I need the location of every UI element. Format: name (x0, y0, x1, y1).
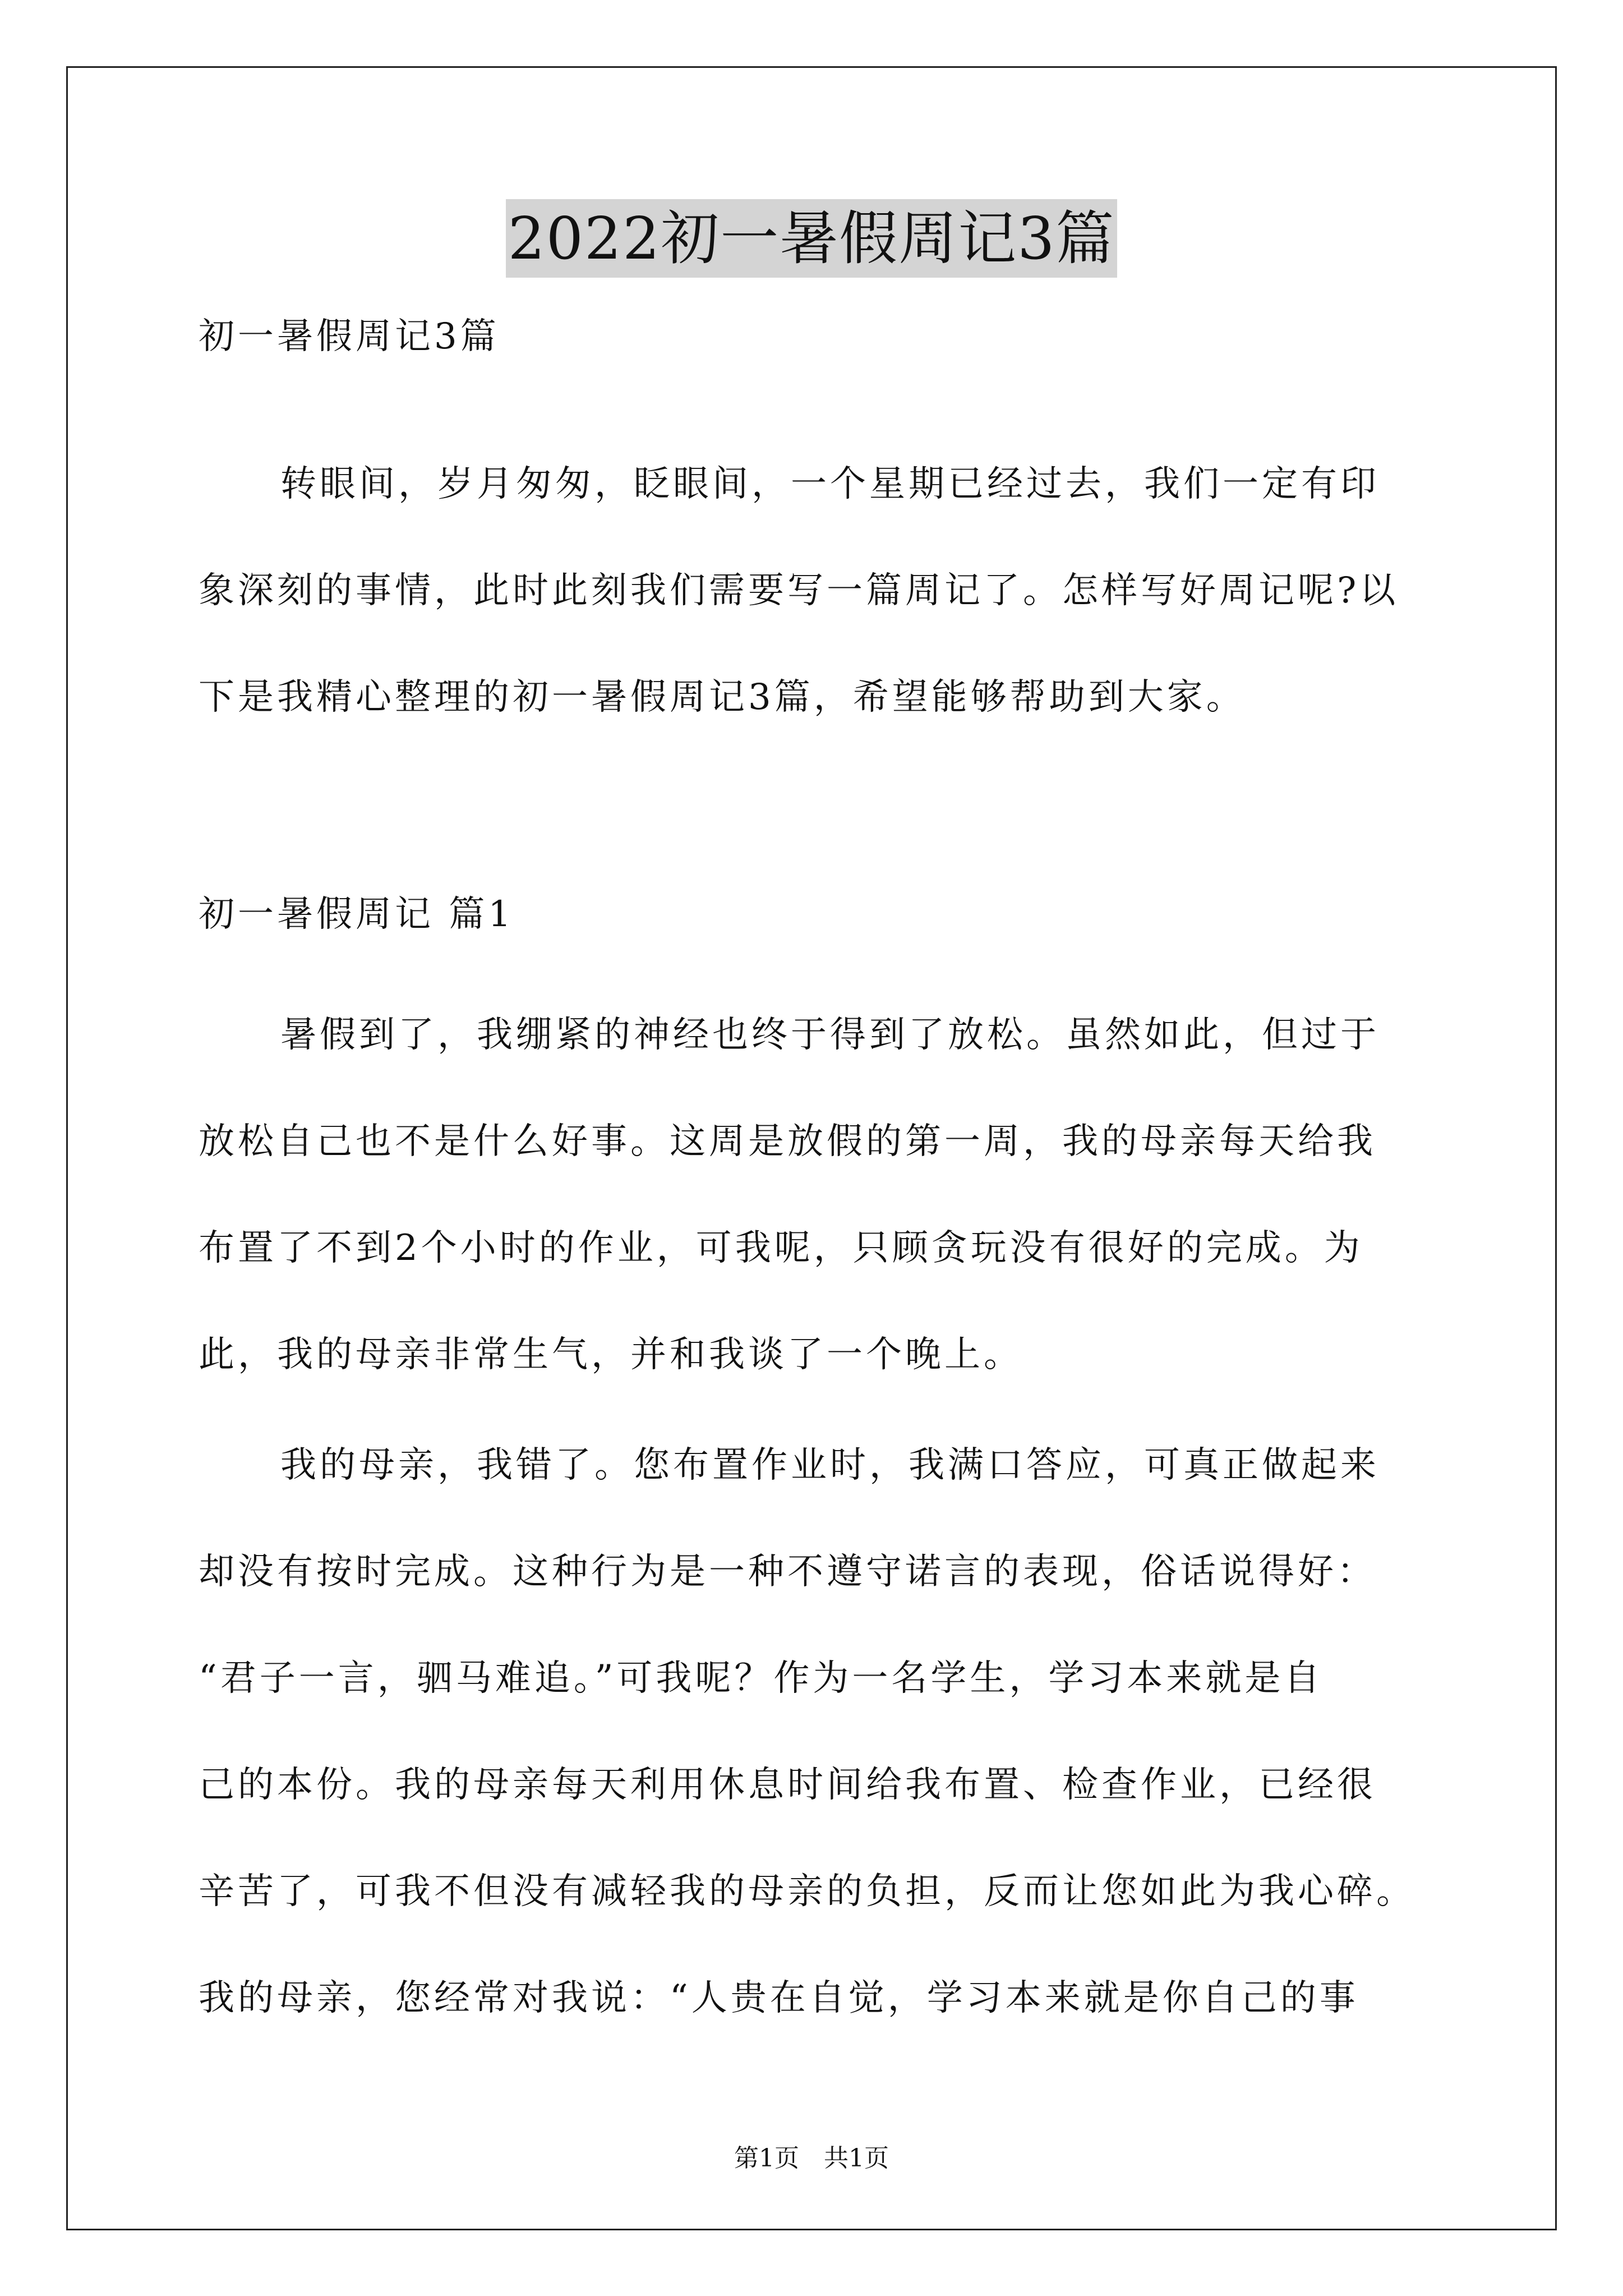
intro-line-2: 象深刻的事情，此时此刻我们需要写一篇周记了。怎样写好周记呢?以 (199, 570, 1399, 611)
para2-line-4: 己的本份。我的母亲每天利用休息时间给我布置、检查作业，已经很 (199, 1764, 1376, 1806)
intro-line-1: 转眼间，岁月匆匆，眨眼间，一个星期已经过去，我们一定有印 (280, 463, 1380, 505)
para1-line-3: 布置了不到2个小时的作业，可我呢，只顾贪玩没有很好的完成。为 (199, 1227, 1363, 1269)
page-footer: 第1页 共1页 (734, 2144, 889, 2173)
para1-line-1: 暑假到了，我绷紧的神经也终于得到了放松。虽然如此，但过于 (280, 1014, 1380, 1056)
document-title: 2022初一暑假周记3篇 (506, 199, 1118, 278)
title-container (0, 199, 1623, 278)
intro-line-3: 下是我精心整理的初一暑假周记3篇，希望能够帮助到大家。 (199, 677, 1246, 718)
para1-line-2: 放松自己也不是什么好事。这周是放假的第一周，我的母亲每天给我 (199, 1121, 1376, 1162)
section-heading: 初一暑假周记 篇1 (199, 894, 515, 935)
para2-line-2: 却没有按时完成。这种行为是一种不遵守诺言的表现，俗话说得好： (199, 1551, 1376, 1593)
para1-line-4: 此，我的母亲非常生气，并和我谈了一个晚上。 (199, 1334, 1023, 1375)
subtitle: 初一暑假周记3篇 (199, 316, 500, 357)
para2-line-5: 辛苦了，可我不但没有减轻我的母亲的负担，反而让您如此为我心碎。 (199, 1871, 1415, 1912)
para2-line-1: 我的母亲，我错了。您布置作业时，我满口答应，可真正做起来 (280, 1444, 1380, 1486)
para2-line-6: 我的母亲，您经常对我说：“人贵在自觉，学习本来就是你自己的事 (199, 1977, 1359, 2019)
para2-line-3: “君子一言，驷马难追。”可我呢？作为一名学生，学习本来就是自 (199, 1658, 1324, 1699)
